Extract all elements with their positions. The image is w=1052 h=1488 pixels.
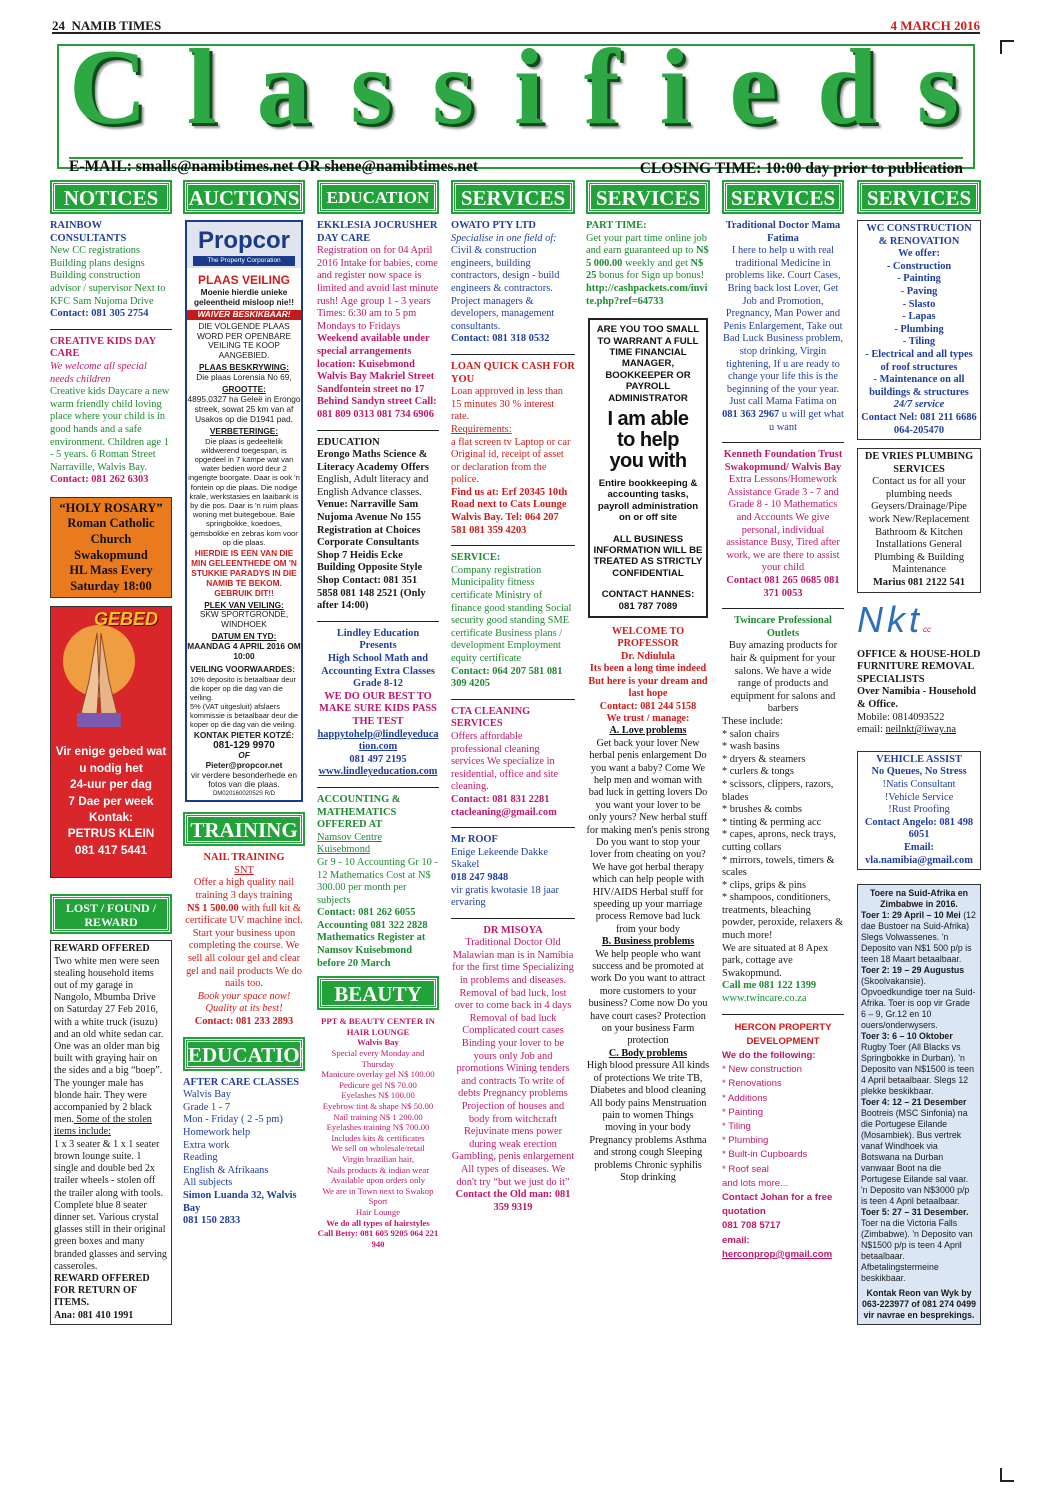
page-number: 24: [52, 18, 65, 33]
section-heading-services: SERVICES: [453, 182, 573, 212]
ad-contact: Contact: 081 262 6303: [50, 474, 149, 486]
ad-propcor-auction: Propcor The Property Corporation PLAAS VEILING Moenie hierdie unieke geleentheid misloop nie!! WAIVER BESKIKBAAR! DIE VOLGENDE PLAAS WORD PER OPENBARE VEILING TE KOOP AANGEBIED. PLAAS BESKRYWING: Die plaas Lorensia No 69, GROOTTE: 4895.0327 ha Geleë in Erongo streek, sowat 25 km van af Usakos op die D1941 pad. VERBETERINGE: Die plaas is gedeeltelik wildwerend toegespan, is opgedeel in 7 kampe wat van water bedien word deur 2 ingerigte boorgate. Daar is ook 'n fontein op die plaas. Die nodige krale, werkstasies en laaibank is by die pos. Daar is 'n ruim plaas woning met buitegeboue. Baie springbokke, koedoes, gemsbokke en zebras kom voor op die plaas. HIERDIE IS EEN VAN DIE MIN GELEENTHEDE OM 'N STUKKIE PARADYS IN DIE NAMIB TE BEKOM. GEBRUIK DIT!! PLEK VAN VEILING: SKW SPORTGRONDE, WINDHOEK DATUM EN TYD: MAANDAG 4 APRIL 2016 OM 10:00 VEILING VOORWAARDES: 10% deposito is betaalbaar deur die koper op die dag van die veiling. 5% (VAT uitgesluit) afslaers kommissie is betaalbaar deur die koper op die dag van die veiling. KONTAK PIETER KOTZÉ: 081-129 9970 OF Pieter@propcor.net vir verdere besonderhede en fotos van die plaas. DM02016002052S R/D: [185, 220, 303, 802]
ad-ppt-beauty: PPT & BEAUTY CENTER IN HAIR LOUNGE Walvis Bay Special every Monday and Thursday Manicure overlay gel N$ 100.00 Pedicure gel N$ 70.00 Eyelashes N$ 100.00 Eyebrow tint & shape N$ 50.00 Nail training N$ 1 200.00 Eyelashes training N$ 700.00 Includes kits & certificates We sell on wholesale/retail Virgin brazilian hair, Nails products & indian wear Available upon orders only We are in Town next to Swakop Sport Hair Lounge We do all types of hairstyles Call Betty: 081 605 9205 064 221 940: [317, 1016, 439, 1249]
masthead-letter: l: [186, 28, 217, 147]
ad-lindley-education: Lindley Education Presents High School Math and Accounting Extra Classes Grade 8-12 WE DO OUR BEST TO MAKE SURE KIDS PASS THE TEST happytohelp@lindleyeducation.com 081 497 2195 www.lindleyeducation.com: [317, 627, 439, 778]
propcor-logo: Propcor The Property Corporation: [187, 222, 301, 268]
masthead-letter: f: [583, 28, 620, 147]
masthead-closing-time: CLOSING TIME: 10:00 day prior to publication: [639, 160, 963, 177]
masthead-title: [59, 28, 973, 147]
crop-mark-top-right: [1000, 40, 1014, 54]
tour-item: Toer 3: 6 – 10 Oktober Rugby Toer (All Blacks vs Springbokke in Durban). 'n Deposito van N$1500 is teen 4 April betaalbaar. Slegs 12 plekke beskikbaar.: [861, 1031, 974, 1097]
ad-holy-rosary: “HOLY ROSARY” Roman Catholic Church Swakopmund HL Mass Every Saturday 18:00: [50, 497, 172, 599]
ad-company-service: SERVICE: Company registration Municipality fitness certificate Ministry of finance good standing Social security good standing SME certificate Business plans / development Employment equity certificate Contact: 064 207 581 081 309 4205: [451, 552, 572, 690]
ad-nail-training: NAIL TRAINING SNT Offer a high quality nail training 3 days training N$ 1 500.00 with full kit & certificate UV machine incl. Start your business upon completing the course. We sell all colour gel and clear gel and nail products We do nails too. Book your space now! Quality at its best! Contact: 081 233 2893: [185, 852, 303, 1027]
masthead-letter: a: [256, 28, 311, 147]
ad-mr-roof: Mr ROOF Enige Lekeende Dakke Skakel 018 247 9848 vir gratis kwotasie 18 jaar ervaring: [451, 834, 559, 909]
ad-owato: OWATO PTY LTD Specialise in one field of: Civil & construction engineers, building contractors, design - build engineers & contractors. Project managers & developers, management consultants. Contact: 081 318 0532: [451, 220, 560, 345]
ad-body: New CC registrations Building plans designs Building construction advisor / supervisor Next to KFC Sam Nujoma Drive: [50, 245, 166, 307]
issue-date: 4 MARCH 2016: [890, 18, 980, 33]
column-notices: [50, 182, 172, 1325]
ad-bookkeeper-hannes: ARE YOU TOO SMALL TO WARRANT A FULL TIME FINANCIAL MANAGER, BOOKKEEPER OR PAYROLL ADMINISTRATOR I am able to help you with Entire bookkeeping & accounting tasks, payroll administration on or off site ALL BUSINESS INFORMATION WILL BE TREATED AS STRICTLY CONFIDENTIAL CONTACT HANNES: 081 787 7089: [588, 318, 708, 618]
classifieds-masthead: [57, 28, 975, 177]
masthead-letter: d: [817, 28, 878, 147]
nkt-logo: Nktcc: [857, 598, 931, 640]
vehicle-email-link[interactable]: vla.namibia@gmail.com: [865, 854, 973, 866]
ad-title: REWARD OFFERED: [54, 943, 150, 955]
ad-wc-construction: WC CONSTRUCTION & RENOVATION We offer: - Construction - Painting - Paving - Slasto - Lapas - Plumbing - Tiling - Electrical and all types of roof structures - Maintenance on all buildings & structures 24/7 service Contact Nel: 081 211 6686 064-205470: [857, 220, 981, 440]
column-services-4: [857, 182, 981, 1325]
section-heading-services: SERVICES: [724, 182, 842, 212]
ad-mama-fatima: Traditional Doctor Mama Fatima I here to help u with real traditional Medicine in problems like. Court Cases, Bring back lost Lover, Get Job and Promotion, Pregnancy, Man Power and Penis Enlargement, Take out Bad Luck Business problem, stop drinking, Virgin tightening, If u are ready to change your life this is the beginning of the your year. Just call Mama Fatima on 081 363 2967 u will get what u want: [722, 220, 844, 433]
section-heading-education: EDUCATION: [319, 182, 437, 212]
ad-toere-suid-afrika: Toere na Suid-Afrika en Zimbabwe in 2016. Toer 1: 29 April – 10 Mei (12 dae Bustoer na Suid-Afrika) Slegs Volwassenes. 'n Deposito van N$1 500 p/p is teen 18 Maart betaalbaar. Toer 2: 19 – 29 Augustus (Skoolvakansie). Opvoedkundige toer na Suid-Afrika. Toer is oop vir Grade 6 – 9, Gr.12 en 10 ouers/onderwysers. Toer 3: 6 – 10 Oktober Rugby Toer (All Blacks vs Springbokke in Durban). 'n Deposito van N$1500 is teen 4 April betaalbaar. Slegs 12 plekke beskikbaar. Toer 4: 12 – 21 Desember Bootreis (MSC Sinfonia) na die Portugese Eilande (Mosambiek). Bus vertrek vanaf Windhoek via Botswana na Durban vanwaar Boot na die Portugese Eilande sal vaar. 'n Deposito van N$3000 p/p is teen 4 April betaalbaar. Toer 5: 27 – 31 Desember. Toer na die Victoria Falls (Zimbabwe). 'n Deposito van N$1500 p/p is teen 4 April betaalbaar. Afbetalingstermeine beskikbaar. Kontak Reon van Wyk by 063-223977 of 081 274 0499 vir navrae en besprekings.: [857, 884, 981, 1325]
ad-kenneth-foundation: Kenneth Foundation Trust Swakopmund/ Walvis Bay Extra Lessons/Homework Assistance Grade 3 - 7 and Grade 8 - 10 Mathematics and Accounts We give personal, individual assistance Busy, Tired after work, we are there to assist your child Contact 081 265 0685 081 371 0053: [723, 449, 843, 599]
tour-item: Toer 4: 12 – 21 Desember Bootreis (MSC Sinfonia) na die Portugese Eilande (Mosambiek). Bus vertrek vanaf Windhoek via Botswana na Durban vanwaar Boot na die Portugese Eilande sal vaar. 'n Deposito van N$3000 p/p is teen 4 April betaalbaar.: [861, 1097, 970, 1207]
ad-accounting-maths: ACCOUNTING & MATHEMATICS OFFERED AT Namsov Centre Kuisebmond Gr 9 - 10 Accounting Gr 10 - 12 Mathematics Cost at N$ 300.00 per month per subjects Contact: 081 262 6055 Accounting 081 322 2828 Mathematics Register at Namsov Kuisebmond before 20 March: [317, 793, 438, 969]
nkt-email-link[interactable]: neilnkt@iway.na: [885, 724, 956, 736]
hercon-email-link[interactable]: herconprop@gmail.com: [722, 1248, 833, 1260]
ad-body: Two white men were seen stealing household items out of my garage in Nangolo, Mbumba Drive on Saturday 27 Feb 2016, with a white truck (isuzu) and an old white sedan car. One was an older man big built with graying hair on the sides and a big “boep”. The younger male has blonde hair. They were accompanied by 2 black men. Some of the stolen items include:: [54, 955, 164, 1138]
ad-hercon-property: HERCON PROPERTY DEVELOPMENT We do the following: * New construction * Renovations * Additions * Painting * Tiling * Plumbing * Built-in Cupboards * Roof seal and lots more... Contact Johan for a free quotation 081 708 5717 email: herconprop@gmail.com: [722, 1021, 844, 1262]
masthead-letter: C: [69, 28, 147, 147]
ad-rainbow-consultants: [50, 220, 172, 321]
tour-item: Toer 2: 19 – 29 Augustus (Skoolvakansie). Opvoedkundige toer na Suid-Afrika. Toer is oop vir Grade 6 – 9, Gr.12 en 10 ouers/onderwysers.: [861, 965, 976, 1031]
masthead-letter: i: [513, 28, 544, 147]
section-heading-lost-found: LOST / FOUND / REWARD OFFERED: [52, 896, 170, 932]
ad-erongo-maths: EDUCATION Erongo Maths Science & Literacy Academy Offers English, Adult literacy and English Advance classes. Venue: Narraville Sam Nujoma Avenue No 155 Registration at Choices Corporate Consultants Shop 7 Heidis Ecke Building Opposite Style Shop Contact: 081 351 5858 081 148 2521 (Only after 14:00): [317, 436, 429, 612]
ad-twincare: Twincare Professional Outlets Buy amazing products for hair & quipment for your salons. We have a wide range of products and equipment for salons and barbers These include: * salon chairs * wash basins * dryers & steamers * curlers & tongs * scissors, clippers, razors, blades * brushes & combs * tinting & perming acc * capes, aprons, neck trays, cutting collars * mirrors, towels, timers & scales * clips, grips & pins * shampoos, conditioners, treatments, bleaching powder, peroxide, relaxers & much more! We are situated at 8 Apex park, cottage ave Swakopmund. Call me 081 122 1399 www.twincare.co.za: [722, 615, 844, 1005]
crop-mark-bottom-right: [1000, 1468, 1014, 1482]
masthead-email[interactable]: E-MAIL: smalls@namibtimes.net OR shene@namibtimes.net: [69, 158, 479, 175]
ad-loan-quick-cash: LOAN QUICK CASH FOR YOU Loan approved in less than 15 minutes 30 % interest rate. Requirements: a flat screen tv Laptop or car Original id, receipt of asset or declaration from the police. Find us at: Erf 20345 10th Road next to Cats Lounge Walvis Bay. Tel: 064 207 581 081 359 4203: [451, 360, 575, 536]
column-services-1: [451, 182, 575, 1222]
paper-name: NAMIB TIMES: [71, 18, 162, 33]
section-heading-services: SERVICES: [588, 182, 708, 212]
masthead-letter: i: [659, 28, 690, 147]
lindley-web-link[interactable]: www.lindleyeducation.com: [318, 766, 438, 778]
ad-gebed: GEBED Vir enige gebed wat u nodig het 24-uur per dag 7 Dae per week Kontak: PETRUS KLEIN 081 417 5441: [50, 606, 172, 878]
ad-title: CREATIVE KIDS DAY CARE: [50, 335, 156, 360]
column-auctions: [183, 182, 315, 1236]
section-heading-services: SERVICES: [859, 182, 979, 212]
ad-contact: Contact: 081 305 2754: [50, 308, 149, 320]
ad-tagline: We welcome all special needs children: [50, 360, 147, 385]
section-heading-training: TRAINING: [185, 814, 303, 844]
column-education: [317, 182, 439, 1257]
ad-ekklesia: EKKLESIA JOCRUSHER DAY CARE Registration on for 04 April 2016 Intake for babies, come and register now space is limited and avoid last minute rush! Age group 1 - 3 years Times: 6:30 am to 5 pm Mondays to Fridays Weekend available under special arrangements location: Kuisebmond Walvis Bay Makriel Street Sandfontein street no 17 Behind Sandyn street Call: 081 809 0313 081 734 6906: [317, 220, 439, 420]
section-heading-education: EDUCATION: [185, 1039, 303, 1069]
masthead-letter: e: [729, 28, 778, 147]
ad-nkt-removals: Nktcc OFFICE & HOUSE-HOLD FURNITURE REMOVAL SPECIALISTS Over Namibia - Household & Office. Mobile: 0814093522 email: neilnkt@iway.na: [857, 598, 981, 736]
ad-vehicle-assist: VEHICLE ASSIST No Queues, No Stress !Natis Consultant !Vehicle Service !Rust Proofing Contact Angelo: 081 498 6051 Email: vla.namibia@gmail.com: [857, 751, 981, 870]
ad-cta-cleaning: CTA CLEANING SERVICES Offers affordable professional cleaning services We specialize in residential, office and site cleaning. Contact: 081 831 2281 ctacleaning@gmail.com: [451, 705, 559, 818]
ad-de-vries-plumbing: DE VRIES PLUMBING SERVICES Contact us for all your plumbing needs Geysers/Drainage/Pipe work New/Replacement Bathroom & Kitchen Installations General Plumbing & Building Maintenance Marius 081 2122 541: [857, 448, 981, 593]
masthead-letter: s: [350, 28, 393, 147]
ad-reward-offered: [50, 940, 172, 1324]
ad-title: RAINBOW CONSULTANTS: [50, 220, 127, 244]
lindley-email-link[interactable]: happytohelp@lindleyeducation.com: [317, 728, 439, 753]
section-heading-beauty: BEAUTY: [319, 978, 437, 1008]
tour-item: Toer 1: 29 April – 10 Mei (12 dae Bustoer na Suid-Afrika) Slegs Volwassenes. 'n Deposito van N$1 500 p/p is teen 18 Maart betaalbaar.: [861, 910, 976, 965]
ad-footer: REWARD OFFERED FOR RETURN OF ITEMS.: [54, 1272, 150, 1309]
ad-contact: Ana: 081 410 1991: [54, 1309, 134, 1321]
masthead-letter: s: [432, 28, 475, 147]
ad-dr-misoya: DR MISOYA Traditional Doctor Old Malawian man is in Namibia for the first time Specializing in problems and diseases. Removal of bad luck, lost over to come back in 4 days Removal of bad luck Complicated court cases Binding your lover to be yours only Job and promotions Wining tenders and contracts To write of debts Pregnancy problems Projection of houses and body from witchcraft Rejuvinate mens power during weak erection Gambling, penis enlargement All types of diseases. We don't try “but we just do it” Contact the Old man: 081 359 9319: [451, 924, 575, 1213]
praying-hands-icon: [59, 621, 139, 731]
ad-professor-ndiulula: WELCOME TO PROFESSOR Dr. Ndiulula Its been a long time indeed But here is your dream and last hope Contact: 081 244 5158 We trust / manage: A. Love problems Get back your lover New herbal penis enlargement Do you want a baby? Come We help men and woman with bad luck in getting lovers Do you want your lover to be only yours? New herbal stuff for making men's penis strong Do you want to stop your lover from cheating on you? We have got herbal therapy which can help people with HIV/AIDS Herbal stuff for speeding up your marriage process Remove bad luck from your body B. Business problems We help people who want success and be promoted at work Do you want to attract more customers to your business? Come now Do you have court cases? Protection on your business Farm protection C. Body problems High blood pressure All kinds of protections We trite TB, Diabetes and blood cleaning All body pains Menstruation pain to women Things moving in your body Pregnancy problems Asthma and strong cough Sleeping problems Chronic syphilis Stop drinking: [586, 626, 710, 1183]
gebed-title: GEBED: [93, 609, 158, 630]
column-services-2: [586, 182, 710, 1192]
ad-part-time: PART TIME: Get your part time online job and earn guaranteed up to N$ 5 000.00 weekly and get N$ 25 bonus for Sign up bonus! http://cashpackets.com/invite.php?ref=64733: [586, 220, 709, 307]
section-heading-auctions: AUCTIONS: [185, 182, 303, 212]
ad-items: 1 x 3 seater & 1 x 1 seater brown lounge suite. 1 single and double bed 2x trailer wheels - stolen off the trailer along with tools. Complete blue 8 seater dinner set. Various crystal glasses still in their original green boxes and many branded glasses and serving casseroles.: [54, 1138, 167, 1272]
ad-after-care: AFTER CARE CLASSES Walvis Bay Grade 1 - 7 Mon - Friday ( 2 -5 pm) Homework help Extra work Reading English & Afrikaans All subjects Simon Luanda 32, Walvis Bay 081 150 2833: [183, 1076, 300, 1227]
ad-body: Creative kids Daycare a new warm friendly child loving place where your child is in good hands and a safe environment. Children age 1 - 5 years. 6 Roman Street Narraville, Walvis Bay.: [50, 386, 170, 473]
masthead-letter: s: [916, 28, 959, 147]
column-services-3: [722, 182, 844, 1270]
twincare-web-link[interactable]: www.twincare.co.za: [722, 993, 807, 1005]
cashpackets-link[interactable]: http://cashpackets.com/invite.php?ref=64733: [586, 282, 708, 307]
tour-item: Toer 5: 27 – 31 Desember. Toer na die Victoria Falls (Zimbabwe). 'n Deposito van N$1500 p/p is teen 4 April betaalbaar. Afbetalingstermeine beskikbaar.: [861, 1207, 973, 1284]
masthead-contact-bar: [69, 157, 963, 177]
ad-creative-kids: [50, 336, 172, 487]
section-heading-notices: NOTICES: [52, 182, 170, 212]
